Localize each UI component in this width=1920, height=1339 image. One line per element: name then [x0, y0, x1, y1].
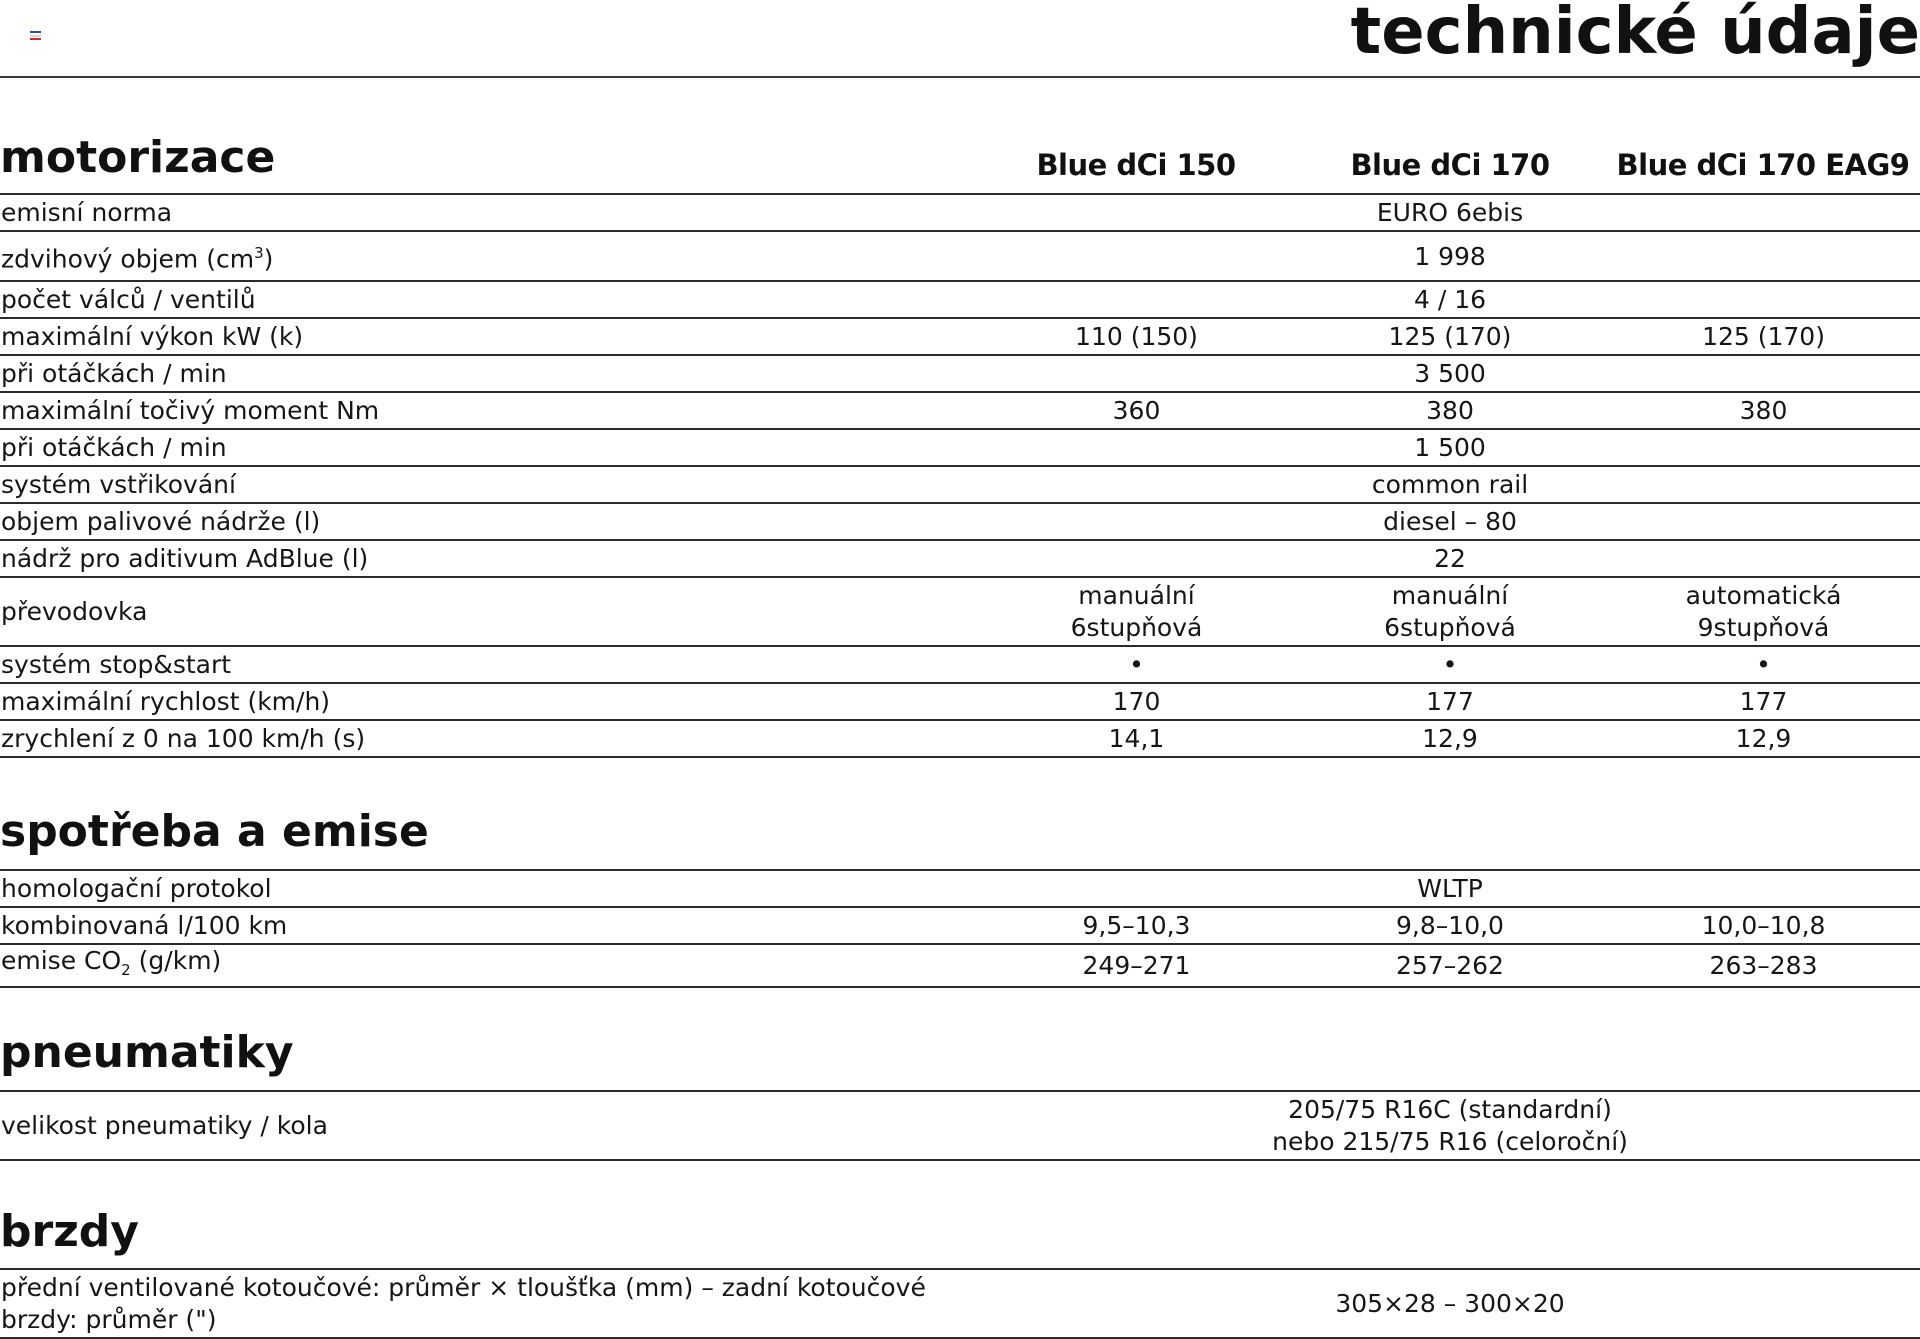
- table-row: [0, 355, 1920, 392]
- column-header-3: Blue dCi 170 EAG9: [1616, 148, 1910, 182]
- row-label: převodovka: [0, 577, 980, 646]
- table-row: [0, 1091, 1920, 1160]
- row-label: při otáčkách / min: [0, 355, 980, 392]
- row-value: 12,9: [1293, 720, 1607, 757]
- table-row: [0, 318, 1920, 355]
- row-label: emisní norma: [0, 194, 980, 231]
- table-row: [0, 646, 1920, 683]
- row-value: 305×28 – 300×20: [980, 1269, 1920, 1338]
- row-value: •: [1607, 646, 1920, 683]
- row-label: emise $CO_2$ (g/km): [0, 944, 980, 987]
- table-row: [0, 720, 1920, 757]
- row-label: maximální rychlost (km/h): [0, 683, 980, 720]
- row-label: objem palivové nádrže (l): [0, 503, 980, 540]
- consumption-table: [0, 869, 1920, 988]
- row-value: 9,8–10,0: [1293, 907, 1607, 944]
- row-label: maximální točivý moment Nm: [0, 392, 980, 429]
- table-row: [0, 944, 1920, 987]
- flag-icon: [30, 31, 41, 40]
- brakes-table: [0, 1268, 1920, 1339]
- table-row: [0, 683, 1920, 720]
- row-value: 170: [980, 683, 1293, 720]
- row-label: maximální výkon kW (k): [0, 318, 980, 355]
- row-value: 12,9: [1607, 720, 1920, 757]
- row-value: 177: [1293, 683, 1607, 720]
- table-row: [0, 577, 1920, 646]
- column-header-1: Blue dCi 150: [1036, 148, 1236, 182]
- row-value: 9,5–10,3: [980, 907, 1293, 944]
- table-row: [0, 194, 1920, 231]
- table-row: [0, 281, 1920, 318]
- row-value: •: [1293, 646, 1607, 683]
- table-row: [0, 870, 1920, 907]
- table-row: [0, 503, 1920, 540]
- engines-table: [0, 193, 1920, 758]
- row-value: manuální 6stupňová: [980, 577, 1293, 646]
- row-value: 257–262: [1293, 944, 1607, 987]
- consumption-title: spotřeba a emise: [0, 806, 429, 857]
- row-value: manuální 6stupňová: [1293, 577, 1607, 646]
- row-value: 1 998: [980, 231, 1920, 281]
- table-row: [0, 540, 1920, 577]
- row-label: systém stop&start: [0, 646, 980, 683]
- row-value: automatická 9stupňová: [1607, 577, 1920, 646]
- row-value: EURO 6ebis: [980, 194, 1920, 231]
- row-label: kombinovaná l/100 km: [0, 907, 980, 944]
- table-row: [0, 466, 1920, 503]
- brakes-title: brzdy: [0, 1206, 139, 1257]
- row-value: 22: [980, 540, 1920, 577]
- page-title: technické údaje: [1350, 0, 1920, 69]
- table-row: [0, 392, 1920, 429]
- row-value: 177: [1607, 683, 1920, 720]
- row-value: 110 (150): [980, 318, 1293, 355]
- row-label: zdvihový objem $(cm^3)$: [0, 231, 980, 281]
- row-value: •: [980, 646, 1293, 683]
- row-value: 125 (170): [1607, 318, 1920, 355]
- table-row: [0, 907, 1920, 944]
- row-value: WLTP: [980, 870, 1920, 907]
- row-value: 263–283: [1607, 944, 1920, 987]
- table-row: [0, 429, 1920, 466]
- row-value: 249–271: [980, 944, 1293, 987]
- table-row: [0, 1269, 1920, 1338]
- row-label: při otáčkách / min: [0, 429, 980, 466]
- row-value: 125 (170): [1293, 318, 1607, 355]
- engines-title: motorizace: [0, 132, 276, 183]
- row-label: systém vstřikování: [0, 466, 980, 503]
- page-header: [0, 0, 1920, 78]
- table-row: [0, 231, 1920, 281]
- row-value: 4 / 16: [980, 281, 1920, 318]
- row-label: nádrž pro aditivum AdBlue (l): [0, 540, 980, 577]
- tyres-title: pneumatiky: [0, 1027, 294, 1078]
- row-value: diesel – 80: [980, 503, 1920, 540]
- row-label: homologační protokol: [0, 870, 980, 907]
- row-value: 10,0–10,8: [1607, 907, 1920, 944]
- row-label: zrychlení z 0 na 100 km/h (s): [0, 720, 980, 757]
- row-value: 205/75 R16C (standardní) nebo 215/75 R16 (celoroční): [980, 1091, 1920, 1160]
- row-label: počet válců / ventilů: [0, 281, 980, 318]
- row-value: common rail: [980, 466, 1920, 503]
- row-value: 380: [1293, 392, 1607, 429]
- row-value: 360: [980, 392, 1293, 429]
- row-value: 14,1: [980, 720, 1293, 757]
- column-header-2: Blue dCi 170: [1350, 148, 1550, 182]
- tyres-table: [0, 1090, 1920, 1161]
- row-value: 3 500: [980, 355, 1920, 392]
- row-value: 380: [1607, 392, 1920, 429]
- row-value: 1 500: [980, 429, 1920, 466]
- row-label: přední ventilované kotoučové: průměr × tloušťka (mm) – zadní kotoučové brzdy: průměr ("): [0, 1269, 980, 1338]
- row-label: velikost pneumatiky / kola: [0, 1091, 980, 1160]
